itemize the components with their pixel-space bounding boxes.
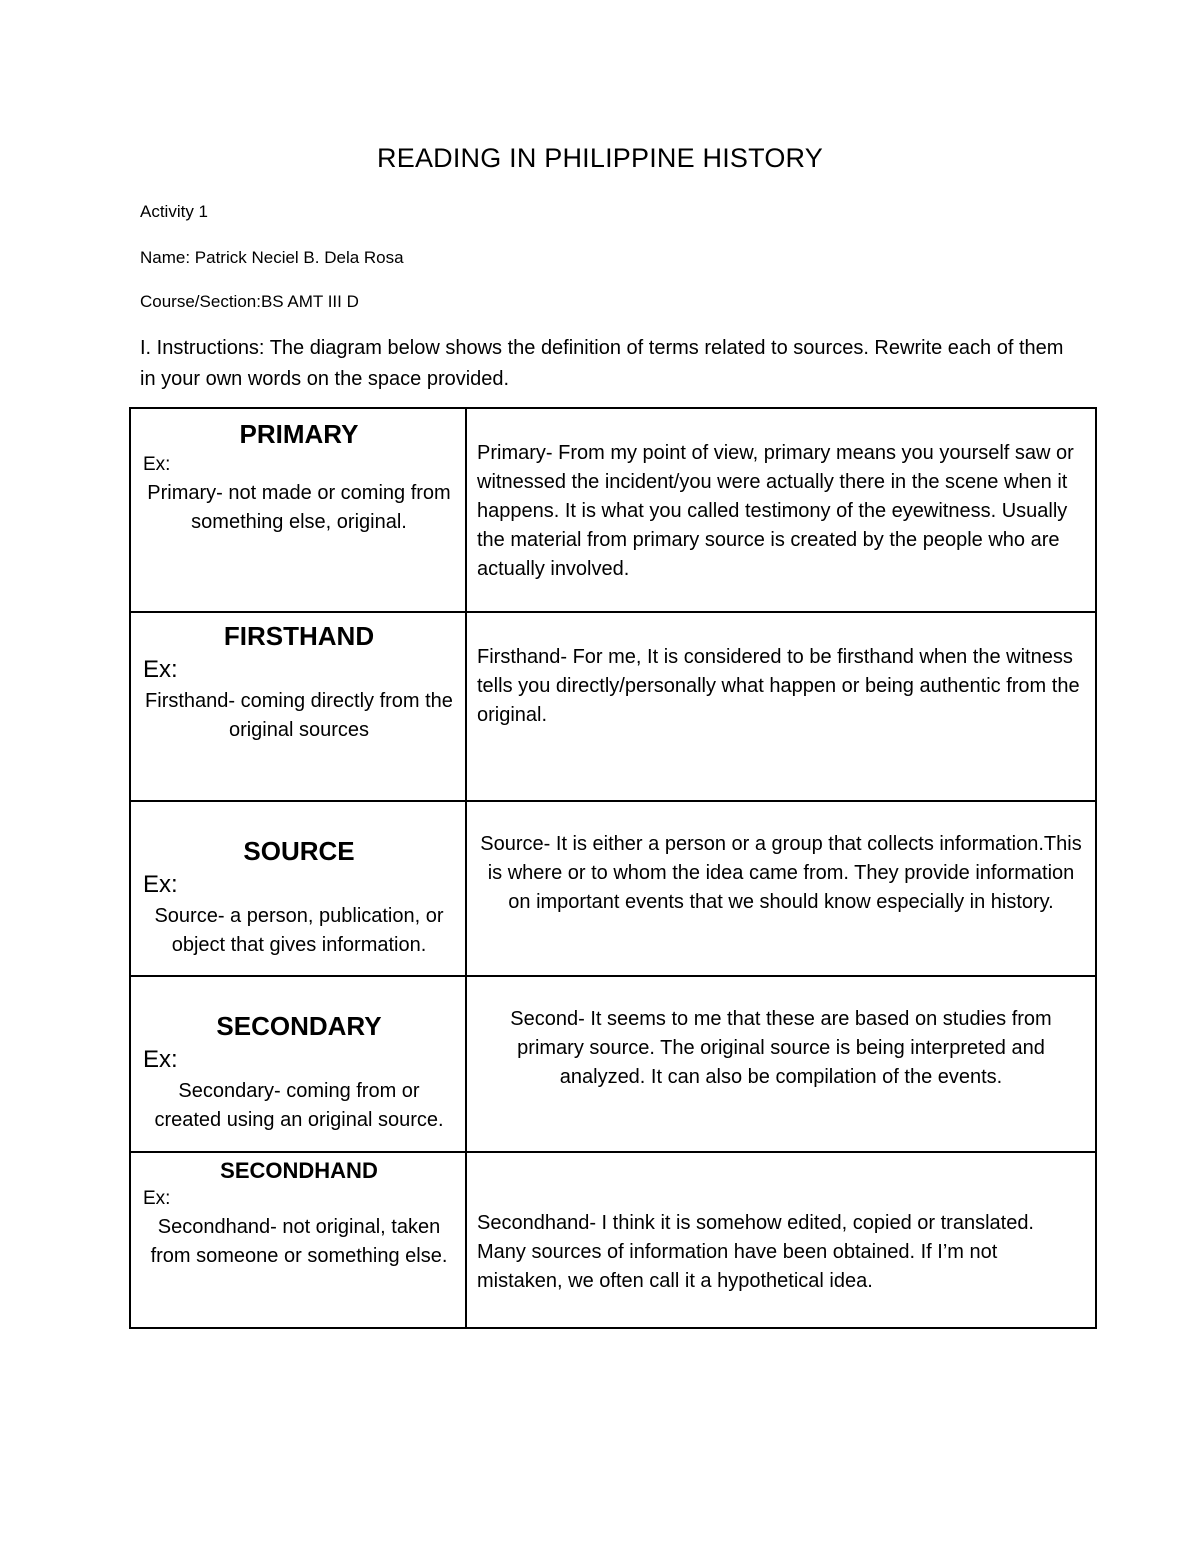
term-title: SECONDARY (216, 1011, 382, 1041)
term-cell (130, 801, 466, 976)
activity-label: Activity 1 (140, 202, 209, 221)
term-cell (130, 408, 466, 612)
term-cell (130, 976, 466, 1152)
ex-label: Ex: (143, 1046, 178, 1073)
student-name: Name: Patrick Neciel B. Dela Rosa (140, 248, 404, 267)
own-words-cell (466, 612, 1096, 801)
course-section: Course/Section:BS AMT III D (140, 292, 359, 311)
table-row (130, 408, 1096, 612)
own-words-cell (466, 1152, 1096, 1328)
own-words-text: Source- It is either a person or a group that collects information.This is where or to whom the idea came from. They provide information on important events that we should know especially in history. (480, 833, 1082, 913)
table-row (130, 1152, 1096, 1328)
table-row (130, 976, 1096, 1152)
term-cell (130, 612, 466, 801)
terms-table (129, 407, 1097, 1329)
own-words-cell (466, 408, 1096, 612)
term-title: SECONDHAND (220, 1158, 378, 1183)
page-title: READING IN PHILIPPINE HISTORY (377, 143, 823, 173)
term-cell (130, 1152, 466, 1328)
term-definition: Primary- not made or coming from something else, original. (147, 482, 451, 533)
term-title: SOURCE (243, 836, 355, 866)
term-definition: Firsthand- coming directly from the original sources (145, 690, 453, 741)
own-words-cell (466, 976, 1096, 1152)
own-words-cell (466, 801, 1096, 976)
ex-label: Ex: (143, 871, 178, 898)
own-words-text: Firsthand- For me, It is considered to be firsthand when the witness tells you directly/personally what happen or being authentic from the original. (477, 646, 1080, 726)
ex-label: Ex: (143, 656, 178, 683)
table-row (130, 801, 1096, 976)
own-words-text: Second- It seems to me that these are based on studies from primary source. The original source is being interpreted and analyzed. It can also be compilation of the events. (510, 1008, 1052, 1088)
term-definition: Source- a person, publication, or object that gives information. (154, 905, 444, 956)
ex-label: Ex: (143, 454, 171, 475)
term-title: PRIMARY (239, 419, 359, 449)
term-definition: Secondhand- not original, taken from someone or something else. (150, 1216, 448, 1267)
own-words-text: Primary- From my point of view, primary means you yourself saw or witnessed the incident/you were actually there in the scene when it happens. It is what you called testimony of the eyewitness. Usually the material from primary source is created by the people who are actually involved. (477, 442, 1074, 580)
ex-label: Ex: (143, 1188, 171, 1209)
term-title: FIRSTHAND (223, 621, 375, 651)
table-row (130, 612, 1096, 801)
term-definition: Secondary- coming from or created using an original source. (154, 1080, 444, 1131)
instructions: I. Instructions: The diagram below shows the definition of terms related to sources. Rewrite each of them in your own words on the space provided. (140, 337, 1064, 390)
own-words-text: Secondhand- I think it is somehow edited, copied or translated. Many sources of information have been obtained. If I’m not mistaken, we often call it a hypothetical idea. (477, 1212, 1034, 1292)
